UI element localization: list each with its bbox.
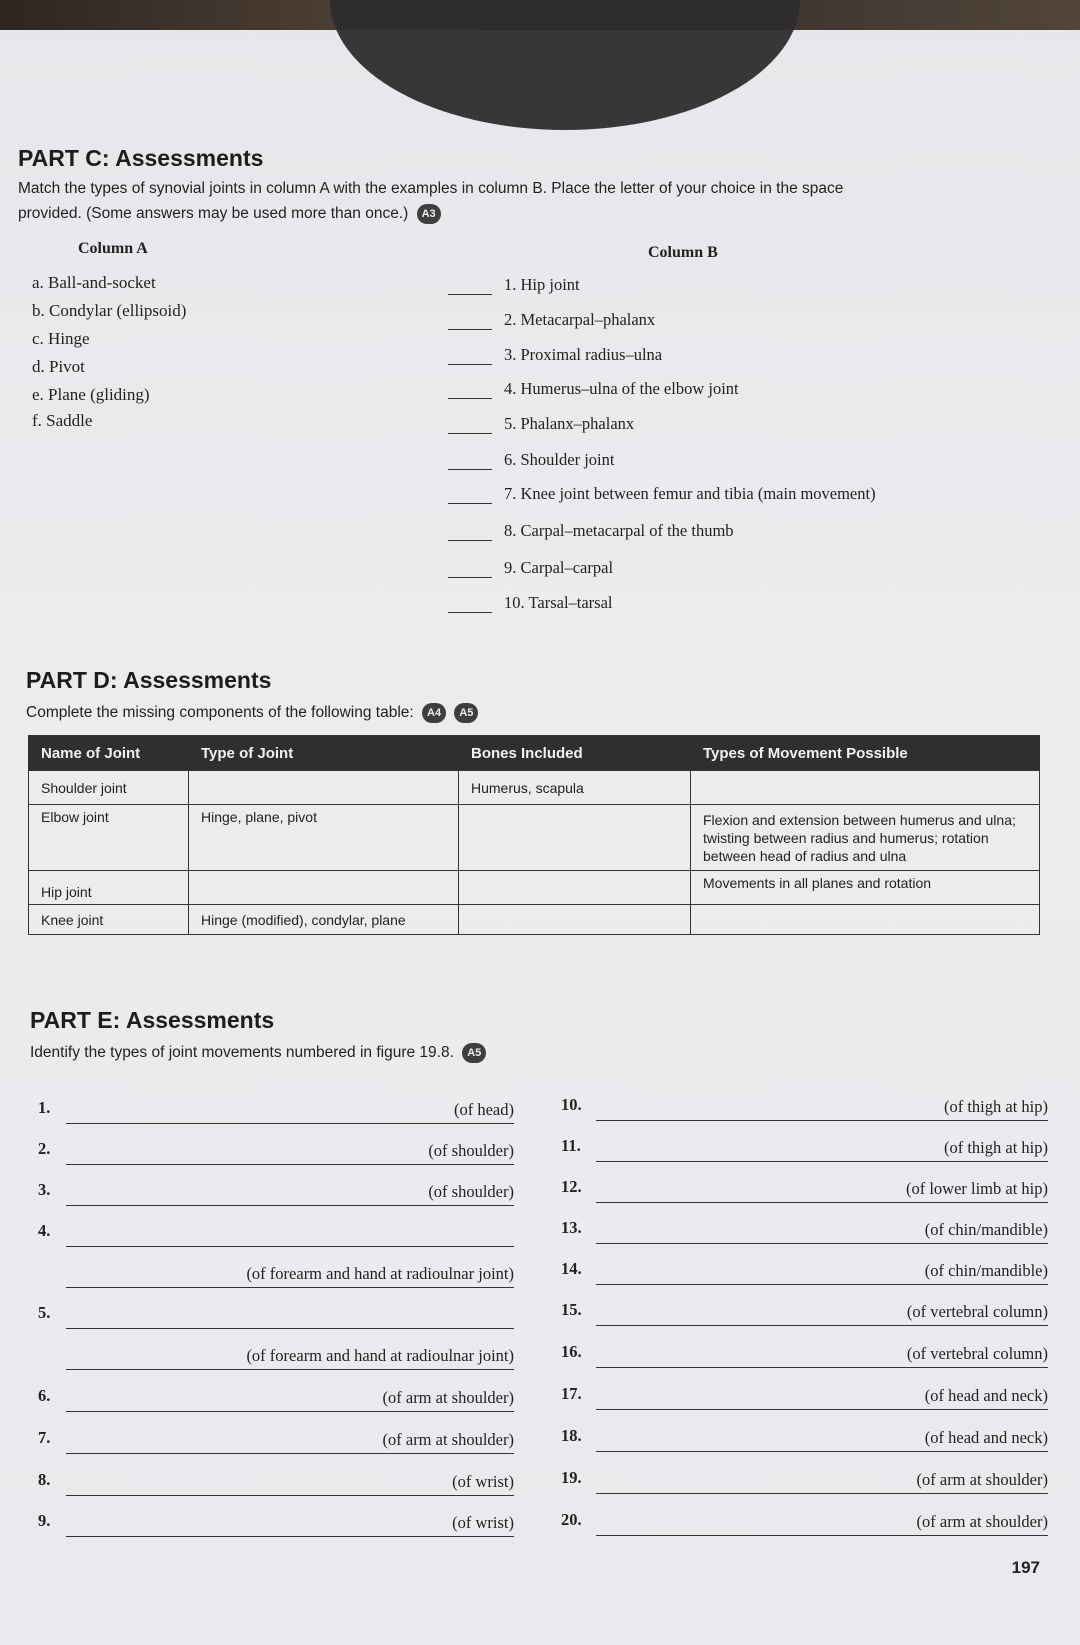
answer-line[interactable] (596, 1409, 1048, 1410)
part-e-instructions-text: Identify the types of joint movements numbered in figure 19.8. (30, 1044, 454, 1061)
answer-label: (of head and neck) (924, 1428, 1048, 1447)
column-a-item: f. Saddle (32, 411, 93, 430)
joints-table (28, 735, 1040, 935)
answer-number: 16. (561, 1342, 582, 1361)
answer-number: 10. (561, 1095, 582, 1114)
answer-line[interactable] (66, 1123, 514, 1124)
answer-blank[interactable] (448, 433, 492, 434)
answer-row (38, 1386, 514, 1412)
column-b-row (448, 275, 580, 295)
answer-number: 5. (38, 1303, 51, 1322)
answer-label: (of chin/mandible) (924, 1261, 1048, 1280)
answer-number: 12. (561, 1177, 582, 1196)
column-b-label: 9. Carpal–carpal (504, 558, 614, 577)
answer-label: (of thigh at hip) (943, 1097, 1048, 1116)
answer-row (38, 1428, 514, 1454)
answer-line[interactable] (66, 1411, 514, 1412)
answer-row (561, 1136, 1048, 1162)
answer-row (561, 1426, 1048, 1452)
answer-blank[interactable] (448, 469, 492, 470)
answer-row (561, 1218, 1048, 1244)
answer-number: 19. (561, 1468, 582, 1487)
answer-number: 11. (561, 1136, 581, 1155)
answer-row (38, 1180, 514, 1206)
column-a-item: c. Hinge (32, 329, 90, 348)
table-cell: Elbow joint (29, 805, 189, 871)
column-b-label: 2. Metacarpal–phalanx (504, 310, 656, 329)
answer-number: 8. (38, 1470, 51, 1489)
answer-line[interactable] (596, 1325, 1048, 1326)
answer-line[interactable] (596, 1243, 1048, 1244)
answer-number: 9. (38, 1511, 51, 1530)
answer-line[interactable] (66, 1536, 514, 1537)
answer-blank[interactable] (448, 503, 492, 504)
part-e-heading: PART E: Assessments (30, 1007, 275, 1033)
answer-number: 20. (561, 1510, 582, 1529)
table-header: Name of Joint (29, 736, 189, 771)
answer-row (38, 1303, 514, 1329)
column-a-item: e. Plane (gliding) (32, 385, 150, 404)
column-b-row (448, 379, 739, 399)
table-row (29, 771, 1040, 805)
answer-line[interactable] (66, 1328, 514, 1329)
answer-label: (of arm at shoulder) (916, 1512, 1048, 1531)
answer-row (38, 1470, 514, 1496)
answer-line[interactable] (66, 1205, 514, 1206)
answer-row (561, 1384, 1048, 1410)
part-d-badge: A4 (422, 703, 446, 723)
column-b-label: 3. Proximal radius–ulna (504, 345, 663, 364)
table-row (29, 871, 1040, 905)
table-cell: Hinge, plane, pivot (189, 805, 459, 871)
table-cell: Shoulder joint (29, 771, 189, 805)
part-c-instructions (18, 176, 1058, 226)
answer-label: (of vertebral column) (906, 1344, 1048, 1363)
table-cell-empty[interactable] (189, 871, 459, 905)
answer-line[interactable] (596, 1367, 1048, 1368)
table-row (29, 905, 1040, 935)
column-b-label: 6. Shoulder joint (504, 450, 615, 469)
table-cell: Movements in all planes and rotation (691, 871, 1040, 905)
column-b-row (448, 345, 662, 365)
table-cell: Humerus, scapula (459, 771, 691, 805)
column-b-label: 5. Phalanx–phalanx (504, 414, 635, 433)
answer-label: (of arm at shoulder) (382, 1430, 514, 1449)
answer-line[interactable] (596, 1202, 1048, 1203)
column-b-row (448, 450, 614, 470)
answer-label: (of forearm and hand at radioulnar joint) (246, 1346, 514, 1365)
page-number: 197 (1011, 1558, 1040, 1577)
table-cell-empty[interactable] (459, 805, 691, 871)
part-d-badge: A5 (454, 703, 478, 723)
answer-number: 2. (38, 1139, 51, 1158)
answer-line[interactable] (66, 1287, 514, 1288)
column-a-title: Column A (78, 240, 148, 257)
answer-label: (of thigh at hip) (943, 1138, 1048, 1157)
column-b-row (448, 558, 613, 578)
column-b-row (448, 521, 734, 541)
answer-label: (of head) (453, 1100, 514, 1119)
answer-number: 6. (38, 1386, 51, 1405)
answer-label: (of arm at shoulder) (916, 1470, 1048, 1489)
answer-number: 18. (561, 1426, 582, 1445)
answer-row (38, 1262, 514, 1288)
column-b-row (448, 310, 655, 330)
answer-row (561, 1342, 1048, 1368)
part-c-instructions-line2: provided. (Some answers may be used more than once.) (18, 205, 409, 222)
part-e-badge: A5 (462, 1043, 486, 1063)
answer-number: 7. (38, 1428, 51, 1447)
answer-label: (of wrist) (452, 1513, 514, 1532)
answer-row (38, 1511, 514, 1537)
part-c-badge: A3 (417, 204, 441, 224)
table-cell-empty[interactable] (691, 771, 1040, 805)
column-b-label: 4. Humerus–ulna of the elbow joint (504, 379, 739, 398)
column-b-label: 7. Knee joint between femur and tibia (main movement) (504, 484, 876, 503)
answer-line[interactable] (66, 1164, 514, 1165)
table-cell: Flexion and extension between humerus and ulna; twisting between radius and humerus; rotation between head of radius and ulna (691, 805, 1040, 871)
column-a-item: d. Pivot (32, 357, 85, 376)
table-cell: Hinge (modified), condylar, plane (189, 905, 459, 935)
answer-blank[interactable] (448, 294, 492, 295)
answer-row (561, 1095, 1048, 1121)
answer-row (561, 1468, 1048, 1494)
answer-label: (of arm at shoulder) (382, 1388, 514, 1407)
shadow-overlay (330, 0, 800, 130)
column-a-item: a. Ball-and-socket (32, 273, 156, 292)
answer-label: (of wrist) (452, 1472, 514, 1491)
column-b-row (448, 414, 634, 434)
answer-number: 3. (38, 1180, 51, 1199)
answer-line[interactable] (596, 1493, 1048, 1494)
answer-line[interactable] (66, 1495, 514, 1496)
answer-line[interactable] (66, 1453, 514, 1454)
answer-label: (of shoulder) (428, 1141, 514, 1160)
answer-label: (of vertebral column) (906, 1302, 1048, 1321)
answer-label: (of shoulder) (428, 1182, 514, 1201)
part-d-instructions (26, 700, 478, 725)
answer-row (38, 1344, 514, 1370)
answer-row (561, 1177, 1048, 1203)
answer-blank[interactable] (448, 329, 492, 330)
answer-blank[interactable] (448, 612, 492, 613)
part-e-instructions (30, 1040, 486, 1065)
answer-row (38, 1098, 514, 1124)
table-cell-empty[interactable] (459, 905, 691, 935)
answer-number: 15. (561, 1300, 582, 1319)
answer-row (38, 1221, 514, 1247)
table-header: Bones Included (459, 736, 691, 771)
answer-line[interactable] (596, 1284, 1048, 1285)
answer-blank[interactable] (448, 577, 492, 578)
column-b-label: 8. Carpal–metacarpal of the thumb (504, 521, 734, 540)
answer-label: (of head and neck) (924, 1386, 1048, 1405)
table-header: Type of Joint (189, 736, 459, 771)
answer-line[interactable] (596, 1451, 1048, 1452)
answer-line[interactable] (596, 1161, 1048, 1162)
table-cell: Knee joint (29, 905, 189, 935)
part-d-heading: PART D: Assessments (26, 667, 272, 693)
answer-label: (of forearm and hand at radioulnar joint) (246, 1264, 514, 1283)
answer-blank[interactable] (448, 398, 492, 399)
column-b-label: 10. Tarsal–tarsal (504, 593, 613, 612)
table-cell-empty[interactable] (691, 905, 1040, 935)
answer-label: (of lower limb at hip) (905, 1179, 1048, 1198)
answer-row (561, 1300, 1048, 1326)
part-c-heading: PART C: Assessments (18, 145, 264, 171)
answer-number: 14. (561, 1259, 582, 1278)
table-cell-empty[interactable] (189, 771, 459, 805)
table-header: Types of Movement Possible (691, 736, 1040, 771)
column-b-title: Column B (648, 244, 718, 261)
answer-line[interactable] (66, 1246, 514, 1247)
answer-row (561, 1259, 1048, 1285)
table-row (29, 805, 1040, 871)
part-d-instructions-text: Complete the missing components of the following table: (26, 704, 414, 721)
answer-blank[interactable] (448, 540, 492, 541)
answer-number: 13. (561, 1218, 582, 1237)
table-header-row (29, 736, 1040, 771)
answer-label: (of chin/mandible) (924, 1220, 1048, 1239)
part-c-instructions-line1: Match the types of synovial joints in column A with the examples in column B. Place the letter of your choice in the space (18, 180, 844, 197)
answer-blank[interactable] (448, 364, 492, 365)
answer-line[interactable] (596, 1535, 1048, 1536)
answer-row (38, 1139, 514, 1165)
column-a-item: b. Condylar (ellipsoid) (32, 301, 187, 320)
column-b-row (448, 484, 876, 504)
answer-line[interactable] (66, 1369, 514, 1370)
answer-number: 17. (561, 1384, 582, 1403)
column-b-row (448, 593, 613, 613)
table-cell: Hip joint (29, 871, 189, 905)
table-cell-empty[interactable] (459, 871, 691, 905)
answer-number: 1. (38, 1098, 51, 1117)
column-b-label: 1. Hip joint (504, 275, 580, 294)
answer-row (561, 1510, 1048, 1536)
answer-line[interactable] (596, 1120, 1048, 1121)
answer-number: 4. (38, 1221, 51, 1240)
